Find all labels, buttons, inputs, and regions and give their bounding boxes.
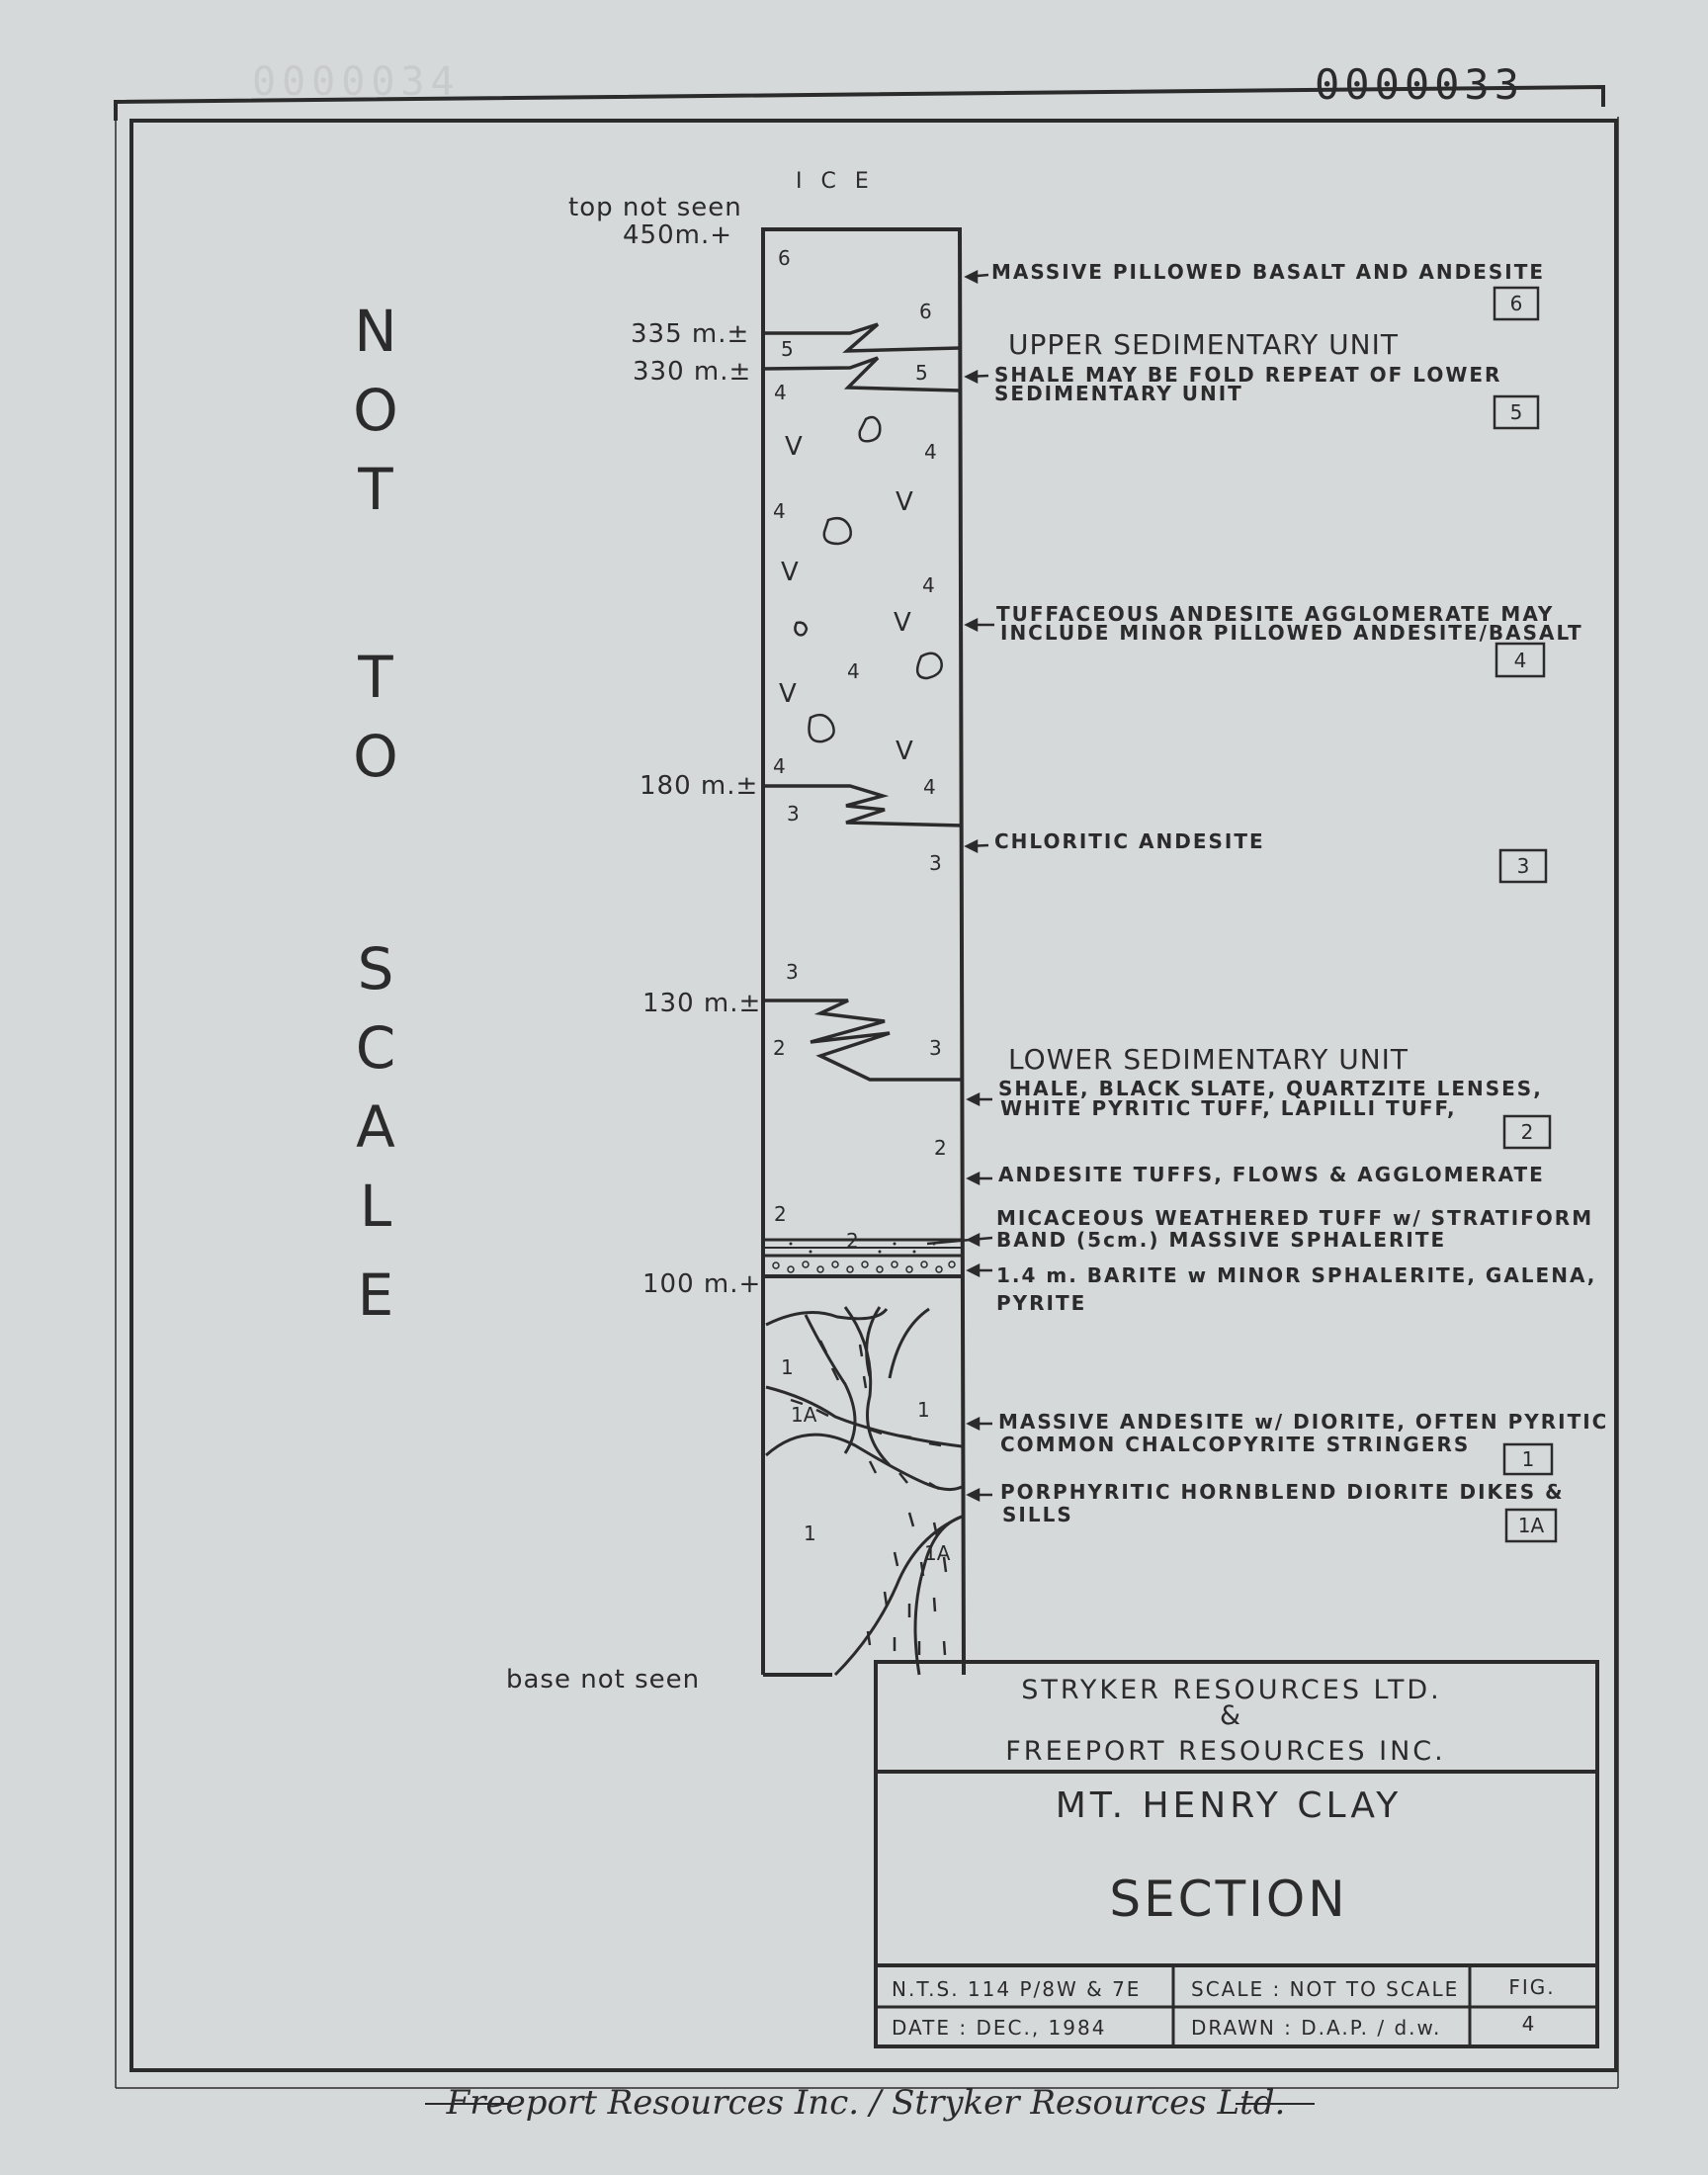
unit-number: 3 (787, 802, 800, 826)
unit-number: 2 (774, 1202, 787, 1226)
depth-label: 100 m.+ (642, 1269, 762, 1299)
unit-number: 1A (791, 1403, 817, 1427)
side-letter: T (358, 456, 393, 523)
nts-cell: N.T.S. 114 P/8W & 7E (892, 1977, 1142, 2001)
drawn-cell: DRAWN : D.A.P. / d.w. (1191, 2016, 1442, 2040)
scale-cell: SCALE : NOT TO SCALE (1191, 1977, 1460, 2001)
annotation: MASSIVE ANDESITE w/ DIORITE, OFTEN PYRITIC (998, 1410, 1609, 1434)
unit-number: 6 (919, 300, 932, 323)
side-letter: L (359, 1173, 392, 1240)
unit-number: 1A (924, 1541, 951, 1565)
unit-number: 4 (773, 754, 786, 778)
annotation: COMMON CHALCOPYRITE STRINGERS (1000, 1433, 1471, 1456)
annotation: MASSIVE PILLOWED BASALT AND ANDESITE (991, 260, 1546, 284)
footer (425, 2083, 1315, 2123)
v-mark: V (894, 608, 911, 638)
lithology-annotations (991, 260, 1608, 1526)
unit-number: 1 (917, 1398, 930, 1422)
legend-box-label: 1 (1521, 1447, 1535, 1471)
depth-label: 330 m.± (633, 357, 752, 387)
unit-number: 2 (934, 1136, 947, 1160)
annotation: INCLUDE MINOR PILLOWED ANDESITE/BASALT (1000, 621, 1583, 645)
side-letter: C (355, 1014, 396, 1082)
depth-label: 130 m.± (642, 989, 762, 1018)
annotation: PORPHYRITIC HORNBLEND DIORITE DIKES & (1000, 1480, 1565, 1504)
unit-number: 4 (923, 775, 936, 799)
annotation: ANDESITE TUFFS, FLOWS & AGGLOMERATE (998, 1163, 1545, 1186)
top-not-seen-label: top not seen (568, 193, 742, 222)
fig-number-cell: 4 (1521, 2012, 1537, 2036)
unit-number: 2 (773, 1036, 786, 1060)
title-block (876, 1662, 1597, 2046)
not-to-scale-label (353, 298, 398, 1329)
annotation: SHALE MAY BE FOLD REPEAT OF LOWER (994, 363, 1502, 387)
legend-box-label: 3 (1516, 854, 1530, 878)
unit-number: 4 (924, 440, 937, 464)
legend-box-label: 2 (1520, 1120, 1534, 1144)
unit-number: 4 (922, 573, 935, 597)
unit-number: 4 (773, 499, 786, 523)
annotation: SEDIMENTARY UNIT (994, 382, 1243, 405)
ice-label: I C E (796, 169, 875, 194)
unit-number: 1 (804, 1522, 816, 1545)
depth-label: 450m.+ (623, 220, 733, 250)
depth-label: 180 m.± (640, 771, 759, 801)
annotation: SILLS (1002, 1503, 1073, 1526)
side-letter: A (356, 1093, 395, 1161)
base-not-seen-label: base not seen (506, 1665, 701, 1695)
unit-number: 5 (781, 337, 794, 361)
legend-box-label: 5 (1509, 400, 1523, 424)
ampersand: & (1219, 1700, 1244, 1731)
lower-sedimentary-heading: LOWER SEDIMENTARY UNIT (1008, 1043, 1409, 1076)
fig-label-cell: FIG. (1508, 1975, 1556, 1999)
date-cell: DATE : DEC., 1984 (892, 2016, 1107, 2040)
drawing-title: SECTION (1109, 1870, 1348, 1928)
doc-number: 0000033 (1315, 60, 1525, 109)
annotation: SHALE, BLACK SLATE, QUARTZITE LENSES, (998, 1077, 1543, 1100)
side-letter: T (358, 644, 393, 711)
project-name: MT. HENRY CLAY (1055, 1785, 1403, 1826)
footer-text: Freeport Resources Inc. / Stryker Resources Ltd. (446, 2083, 1286, 2123)
v-mark: V (896, 487, 913, 517)
unit-number: 1 (781, 1355, 794, 1379)
depth-label: 335 m.± (631, 319, 750, 349)
legend-box-label: 4 (1513, 649, 1527, 672)
unit-number: 3 (929, 851, 942, 875)
unit-number: 3 (786, 960, 799, 984)
legend-box-label: 6 (1509, 292, 1523, 315)
annotation: 1.4 m. BARITE w MINOR SPHALERITE, GALENA, (996, 1263, 1597, 1287)
side-letter: N (354, 298, 397, 365)
v-mark: V (781, 558, 799, 587)
side-letter: S (357, 935, 394, 1002)
volcanic-marks (779, 432, 913, 766)
annotation: MICACEOUS WEATHERED TUFF w/ STRATIFORM (996, 1206, 1594, 1230)
legend-box-label: 1A (1517, 1514, 1545, 1537)
annotation: TUFFACEOUS ANDESITE AGGLOMERATE MAY (996, 602, 1555, 626)
unit-number: 5 (915, 361, 928, 385)
annotation: BAND (5cm.) MASSIVE SPHALERITE (996, 1228, 1447, 1252)
company-1: STRYKER RESOURCES LTD. (1021, 1675, 1442, 1705)
dike-dashes (791, 1341, 946, 1655)
v-mark: V (785, 432, 803, 462)
v-mark: V (896, 737, 913, 766)
unit-number: 2 (846, 1229, 859, 1253)
barite-pattern (773, 1262, 955, 1272)
legend-boxes (1494, 288, 1556, 1541)
unit-number: 4 (847, 659, 860, 683)
depth-labels (623, 220, 761, 1299)
upper-sedimentary-heading: UPPER SEDIMENTARY UNIT (1008, 328, 1399, 361)
company-2: FREEPORT RESOURCES INC. (1005, 1736, 1446, 1767)
faint-doc-number: 0000034 (252, 59, 461, 105)
unit-number: 4 (774, 381, 787, 404)
annotation: WHITE PYRITIC TUFF, LAPILLI TUFF, (1000, 1096, 1457, 1120)
annotation: CHLORITIC ANDESITE (994, 829, 1265, 853)
dike-pattern (766, 1307, 962, 1675)
side-letter: O (353, 377, 398, 444)
v-mark: V (779, 679, 797, 709)
agglomerate-clasts (795, 417, 941, 741)
unit-number: 3 (929, 1036, 942, 1060)
unit-number: 6 (778, 246, 791, 270)
side-letter: E (357, 1262, 394, 1329)
side-letter: O (353, 723, 398, 790)
annotation: PYRITE (996, 1291, 1087, 1315)
